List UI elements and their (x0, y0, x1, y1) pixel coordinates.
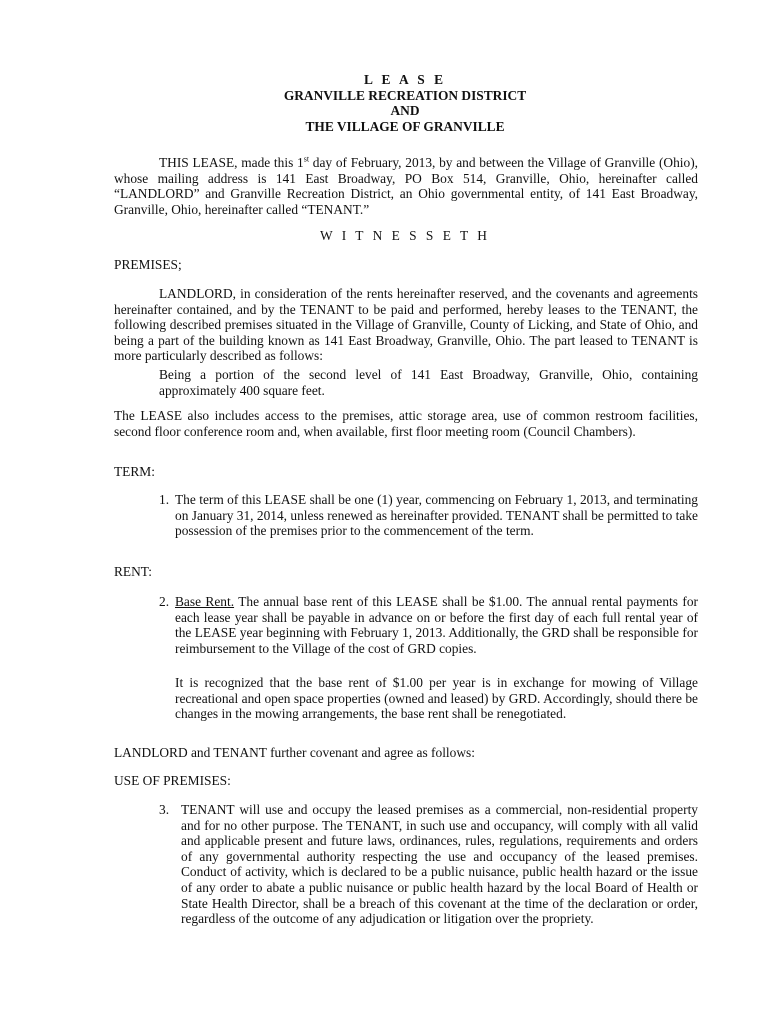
premises-paragraph (114, 286, 698, 364)
base-rent-label: Base Rent. (175, 594, 235, 609)
term-heading: TERM: (114, 464, 155, 479)
intro-text-rest: day of February, 2013, by and between the Village of Granville (Ohio), whose mailing address is 141 East Broadway, PO Box 514, Granville, Ohio, hereinafter called “LANDLORD” and Granville Recreation District, an Ohio governmental entity, of 141 East Broadway, Granville, Ohio, hereinafter called “TENANT.” (114, 155, 698, 217)
title-village: THE VILLAGE OF GRANVILLE (305, 118, 505, 134)
witnesseth-heading: W I T N E S S E T H (320, 228, 490, 243)
term-item-text: The term of this LEASE shall be one (1) year, commencing on February 1, 2013, and terminating on January 31, 2014, unless renewed as hereinafter provided. TENANT shall be permitted to take possession of the premises prior to the commencement of the term. (175, 492, 698, 539)
use-item-number: 3. (159, 802, 170, 817)
further-covenant-text: LANDLORD and TENANT further covenant and agree as follows: (114, 745, 475, 760)
title-and: AND (390, 103, 420, 119)
intro-text-start: THIS LEASE, made this 1 (159, 155, 304, 170)
rent-item-number: 2. (159, 594, 170, 609)
title-grd: GRANVILLE RECREATION DISTRICT (283, 87, 527, 103)
use-of-premises-heading: USE OF PREMISES: (114, 773, 231, 788)
title-lease: L E A S E (363, 72, 447, 87)
use-item (159, 802, 698, 927)
lease-includes-paragraph: The LEASE also includes access to the premises, attic storage area, use of common restroom facilities, second floor conference room and, when available, first floor meeting room (Council Chambers). (114, 408, 698, 439)
rent-item (159, 594, 698, 656)
term-item-number: 1. (159, 492, 170, 507)
rent-recognized-paragraph: It is recognized that the base rent of $1.00 per year is in exchange for mowing of Village recreational and open space properties (owned and leased) by GRD. Accordingly, should there be changes in the mowing arrangements, the base rent shall be renegotiated. (175, 675, 698, 722)
premises-description: Being a portion of the second level of 141 East Broadway, Granville, Ohio, containing approximately 400 square feet. (159, 367, 698, 398)
premises-text: LANDLORD, in consideration of the rents hereinafter reserved, and the covenants and agreements hereinafter contained, and by the TENANT to be paid and performed, hereby leases to the TENANT, the following described premises situated in the Village of Granville, County of Licking, and State of Ohio, and being a part of the building known as 141 East Broadway, Granville, Ohio. The part leased to TENANT is more particularly described as follows: (114, 286, 698, 364)
rent-heading: RENT: (114, 564, 153, 579)
premises-heading: PREMISES; (114, 257, 182, 272)
intro-paragraph (114, 155, 698, 217)
use-item-text: TENANT will use and occupy the leased premises as a commercial, non-residential property and for no other purpose. The TENANT, in such use and occupancy, will comply with all valid and applicable present and future laws, ordinances, rules, regulations, requirements and orders of any governmental authority respecting the use and occupancy of the leased premises. Conduct of activity, which is declared to be a public nuisance, public health hazard or the issue of any order to abate a public nuisance or public health hazard by the local Board of Health or State Health Director, shall be a breach of this covenant at the time of the declaration or order, regardless of the outcome of any adjudication or litigation over the propriety. (181, 802, 698, 927)
document-title-block (0, 72, 770, 134)
term-item (159, 492, 698, 539)
intro-superscript: st (303, 154, 310, 164)
base-rent-text: The annual base rent of this LEASE shall be $1.00. The annual rental payments for each lease year shall be payable in advance on or before the first day of each full rental year of the LEASE year beginning with February 1, 2013. Additionally, the GRD shall be responsible for reimbursement to the Village of the cost of GRD copies. (175, 594, 698, 656)
